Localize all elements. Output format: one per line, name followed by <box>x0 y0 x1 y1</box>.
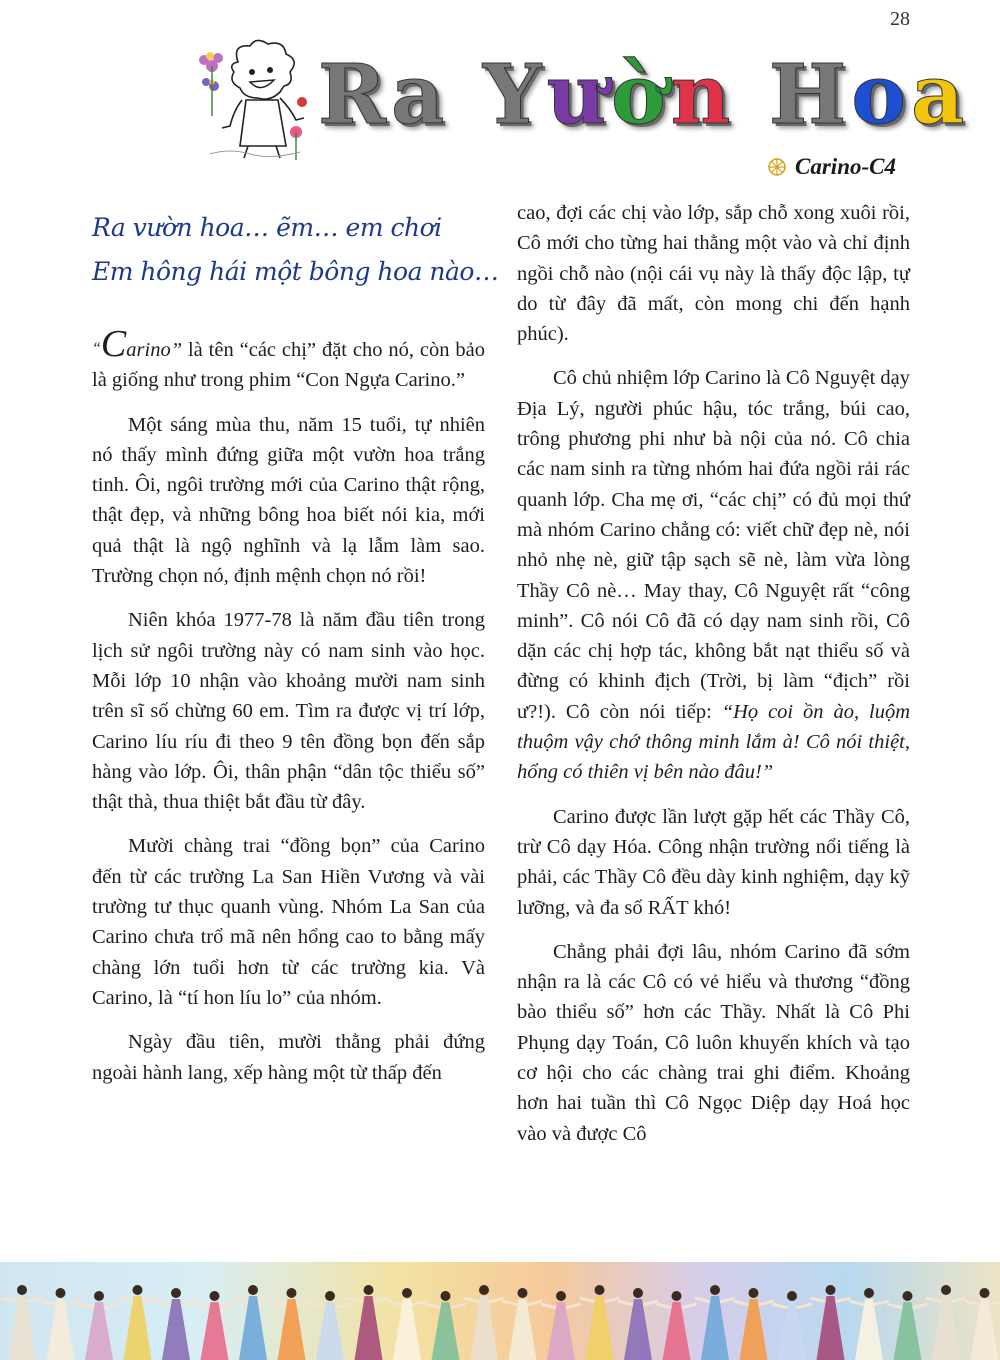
dancer-figure <box>310 1291 350 1360</box>
title-letter: Y <box>482 47 547 143</box>
body-paragraph: Carino được lần lượt gặp hết các Thầy Cô, trừ Cô dạy Hóa. Công nhận trường nổi tiếng là phải, các Thầy Cô đều dày kinh nghiệm, dạy kỹ lưỡng, và đa số RẤT khó! <box>517 805 910 919</box>
title-letter: a <box>391 47 450 143</box>
dancer-figure <box>657 1291 697 1360</box>
dancer-figure <box>195 1291 235 1360</box>
body-paragraph: Ngày đầu tiên, mười thằng phải đứng ngoài hành lang, xếp hàng một từ thấp đến <box>92 1031 485 1084</box>
dancer-figure <box>349 1285 389 1360</box>
title-letter: ờ <box>611 47 671 143</box>
dancing-figures-image <box>0 1262 1000 1360</box>
dancer-figure <box>464 1285 504 1360</box>
title-letter: a <box>911 47 970 143</box>
body-paragraph <box>517 363 910 787</box>
title-letter: o <box>851 47 912 143</box>
dancer-figure <box>503 1288 543 1360</box>
dancer-figure <box>888 1291 928 1360</box>
title-letter: H <box>768 47 852 143</box>
dancer-figure <box>41 1288 81 1360</box>
paragraph-text: Cô chủ nhiệm lớp Carino là Cô Nguyệt dạy Địa Lý, người phúc hậu, tóc trắng, búi cao, trông phương phi như bà nội của nó. Cô chia các nam sinh ra từng nhóm hai đứa ngồi rải rác quanh lớp. Cha mẹ ơi, “các chị” có đủ mọi thứ mà nhóm Carino chẳng có: viết chữ đẹp nè, nói nhỏ nhẹ nè, giữ tập sạch sẽ nè, làm vừa lòng Thầy Cô nè… May thay, Cô Nguyệt rất “công minh”. Cô nói Cô đã có dạy nam sinh rồi, Cô dặn các chị hợp tác, không bắt nạt thiểu số và đừng có khinh địch (Trời, bị làm “địch” rồi ư?!). Cô còn nói tiếp: <box>517 367 911 723</box>
opening-text: là tên “các chị” đặt cho nó, còn bảo là giống như trong phim “Con Ngựa Carino.” <box>92 339 485 392</box>
dancer-figure <box>695 1285 735 1360</box>
dancer-figure <box>541 1291 581 1360</box>
page-number: 28 <box>890 8 910 30</box>
dancing-figures-banner <box>0 1262 1000 1360</box>
epigraph-line: Ra vườn hoa… ẽm… em chơi <box>92 213 442 242</box>
flower-bullet-icon <box>767 157 787 177</box>
open-quote: “ <box>92 340 101 357</box>
dancer-figure <box>734 1288 774 1360</box>
dancer-figure <box>118 1285 158 1360</box>
author-name: Carino-C4 <box>795 154 896 179</box>
epigraph-line: Em hông hái một bông hoa nào… <box>92 257 499 286</box>
dancer-figure <box>272 1288 312 1360</box>
cartoon-child-with-flowers-illustration <box>190 36 320 166</box>
body-paragraph: Một sáng mùa thu, năm 15 tuổi, tự nhiên nó thấy mình đứng giữa một vườn hoa trắng tinh. Ôi, ngôi trường mới của Carino thật rộng, thật đẹp, và những bông hoa biết nói kia, mới quả thật là ngộ nghĩnh và lạ lẫm làm sao. Trường chọn nó, định mệnh chọn nó rồi! <box>92 413 485 588</box>
title-letter <box>735 54 769 136</box>
dancer-figure <box>849 1288 889 1360</box>
dancer-figure <box>426 1291 466 1360</box>
dancer-figure <box>772 1291 812 1360</box>
dancer-figure <box>2 1285 42 1360</box>
dancer-figure <box>965 1288 1000 1360</box>
dancer-figure <box>618 1288 658 1360</box>
opening-name: arino” <box>126 339 183 361</box>
drop-cap: C <box>100 323 127 365</box>
continued-paragraph: cao, đợi các chị vào lớp, sắp chỗ xong xuôi rồi, Cô mới cho từng hai thằng một vào và chỉ định ngồi chỗ nào (nội cái vụ này là thấy độc lập, tự do từ đây đã mất, còn mong chi đến hạnh phúc). <box>517 202 910 346</box>
dancer-figure <box>926 1285 966 1360</box>
title-letter: ư <box>546 47 612 143</box>
dancer-figure <box>79 1291 119 1360</box>
body-paragraph: Niên khóa 1977-78 là năm đầu tiên trong lịch sử ngôi trường này có nam sinh vào học. Mỗi lớp 10 nhận vào khoảng mười nam sinh trên sĩ số chừng 60 em. Tìm ra được vị trí lớp, Carino líu ríu đi theo 9 tên đồng bọn đến sắp hàng vào lớp. Ôi, thân phận “dân tộc thiểu số” thật thà, thua thiệt bắt đầu từ đây. <box>92 609 485 814</box>
title-letter <box>449 54 483 136</box>
body-paragraph: Chẳng phải đợi lâu, nhóm Carino đã sớm nhận ra là các Cô có vẻ hiểu và thương “đồng bào thiểu số” hơn các Thầy. Nhất là Cô Phi Phụng dạy Toán, Cô luôn khuyến khích và tạo cơ hội cho các chàng trai ghi điểm. Khoảng hơn hai tuần thì Cô Ngọc Diệp dạy Hoá học vào và được Cô <box>517 940 910 1145</box>
dancer-figure <box>387 1288 427 1360</box>
dancer-figure <box>811 1285 851 1360</box>
body-paragraph: Mười chàng trai “đồng bọn” của Carino đến từ các trường La San Hiền Vương và vài trường tư thục quanh vùng. Nhóm La San của Carino chưa trổ mã nên hổng cao to bằng mấy chàng lớn tuổi hơn từ các trường kia. Và Carino, là “tí hon líu lo” của nhóm. <box>92 835 485 1009</box>
right-column <box>517 198 910 1163</box>
left-column <box>92 323 485 1102</box>
flower-icon <box>199 52 223 116</box>
teacher-quote: “Họ coi ồn ào, luộm thuộm vậy chớ thông minh lắm à! Cô nói thiệt, hổng có thiên vị bên nào đâu!” <box>517 700 910 784</box>
title-letter: R <box>318 47 392 143</box>
byline <box>767 154 896 180</box>
dancer-figure <box>580 1285 620 1360</box>
article-title <box>318 47 970 143</box>
title-letter: n <box>670 47 736 143</box>
dancer-figure <box>233 1285 273 1360</box>
epigraph <box>92 206 498 294</box>
dancer-figure <box>156 1288 196 1360</box>
opening-paragraph <box>92 323 485 396</box>
